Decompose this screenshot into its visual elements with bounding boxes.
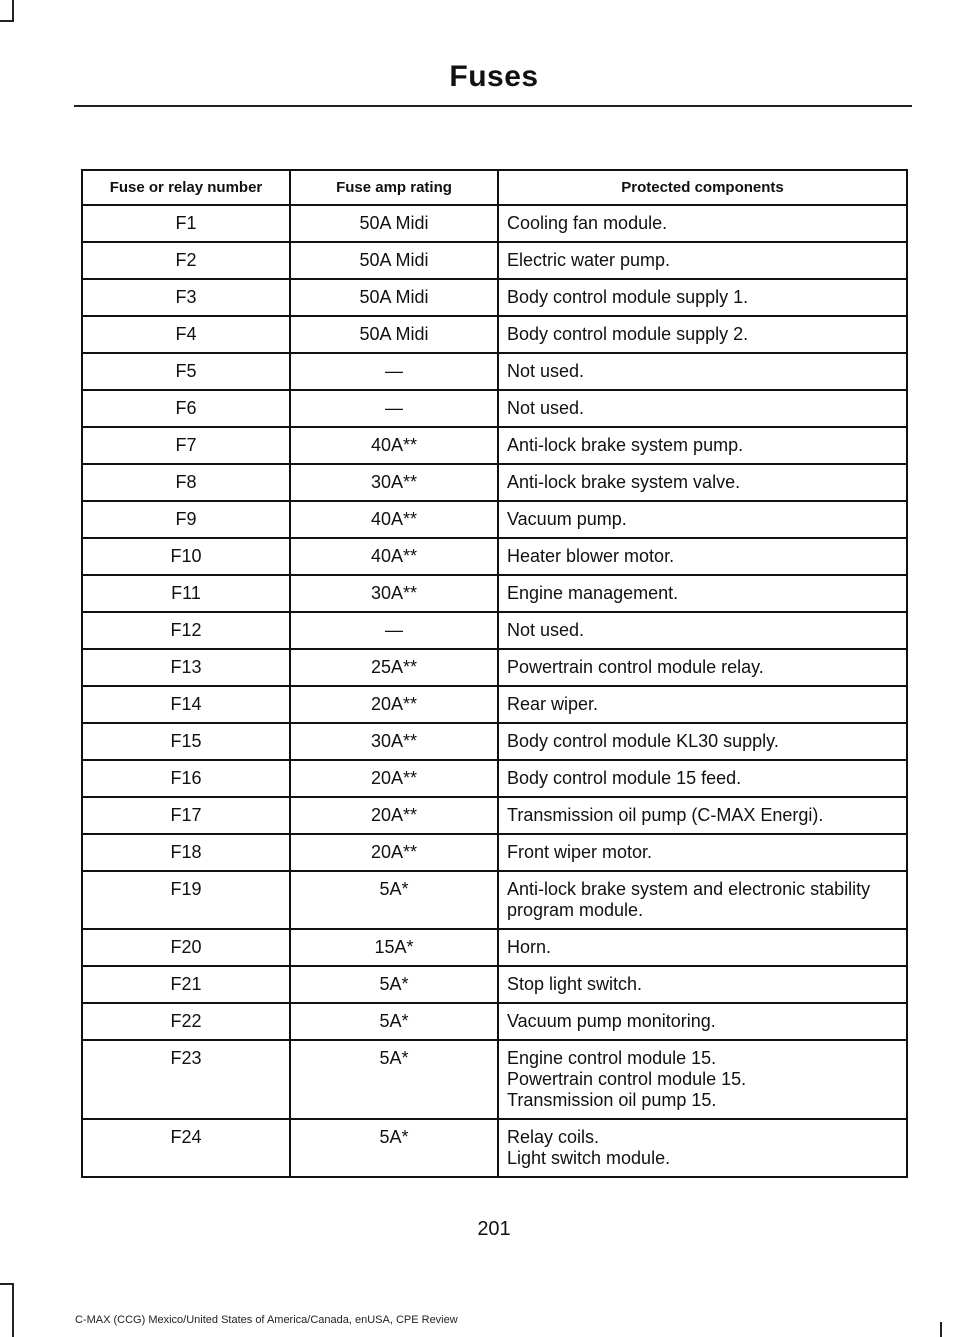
protected-components-cell — [498, 427, 907, 464]
column-header-protected-components: Protected components — [498, 170, 907, 205]
amp-rating-cell: 20A** — [290, 834, 498, 871]
component-line: Body control module supply 2. — [507, 324, 749, 344]
amp-rating-cell: 5A* — [290, 1040, 498, 1119]
amp-rating-cell: — — [290, 390, 498, 427]
protected-components-cell — [498, 390, 907, 427]
table-row — [82, 464, 907, 501]
table-row — [82, 427, 907, 464]
fuse-number-cell: F9 — [82, 501, 290, 538]
component-line: Body control module supply 1. — [507, 287, 749, 307]
fuse-number-cell: F7 — [82, 427, 290, 464]
component-line: Stop light switch. — [507, 974, 643, 994]
component-line: Front wiper motor. — [507, 842, 653, 862]
protected-components-cell — [498, 501, 907, 538]
amp-rating-cell: 50A Midi — [290, 316, 498, 353]
amp-rating-cell: 5A* — [290, 966, 498, 1003]
crop-mark — [12, 0, 14, 22]
amp-rating-cell: 5A* — [290, 1003, 498, 1040]
amp-rating-cell: 30A** — [290, 464, 498, 501]
amp-rating-cell: 5A* — [290, 1119, 498, 1177]
amp-rating-cell: 40A** — [290, 501, 498, 538]
table-row — [82, 760, 907, 797]
component-line: Engine control module 15. — [507, 1048, 717, 1068]
component-line: Not used. — [507, 398, 585, 418]
table-row — [82, 390, 907, 427]
amp-rating-cell: 30A** — [290, 575, 498, 612]
fuse-number-cell: F16 — [82, 760, 290, 797]
amp-rating-cell: 40A** — [290, 538, 498, 575]
table-row — [82, 501, 907, 538]
component-line: Vacuum pump. — [507, 509, 627, 529]
protected-components-cell — [498, 1119, 907, 1177]
crop-mark — [940, 1322, 942, 1337]
table-row — [82, 966, 907, 1003]
component-line: Horn. — [507, 937, 552, 957]
table-row — [82, 279, 907, 316]
component-line: Rear wiper. — [507, 694, 599, 714]
amp-rating-cell: 20A** — [290, 797, 498, 834]
column-header-amp-rating: Fuse amp rating — [290, 170, 498, 205]
protected-components-cell — [498, 464, 907, 501]
protected-components-cell — [498, 242, 907, 279]
component-line: Not used. — [507, 361, 585, 381]
table-row — [82, 686, 907, 723]
fuse-number-cell: F2 — [82, 242, 290, 279]
protected-components-cell — [498, 612, 907, 649]
fuse-number-cell: F17 — [82, 797, 290, 834]
protected-components-cell — [498, 871, 907, 929]
table-row — [82, 834, 907, 871]
table-row — [82, 723, 907, 760]
amp-rating-cell: — — [290, 353, 498, 390]
amp-rating-cell: 15A* — [290, 929, 498, 966]
title-divider — [74, 105, 912, 107]
amp-rating-cell: 20A** — [290, 760, 498, 797]
fuse-number-cell: F4 — [82, 316, 290, 353]
table-row — [82, 316, 907, 353]
crop-mark — [0, 1283, 14, 1285]
component-line: Transmission oil pump 15. — [507, 1090, 717, 1110]
protected-components-cell — [498, 723, 907, 760]
table-row — [82, 205, 907, 242]
protected-components-cell — [498, 760, 907, 797]
crop-mark — [12, 1283, 14, 1337]
footer-text: C-MAX (CCG) Mexico/United States of America/Canada, enUSA, CPE Review — [75, 1314, 458, 1326]
fuse-number-cell: F8 — [82, 464, 290, 501]
component-line: Vacuum pump monitoring. — [507, 1011, 716, 1031]
protected-components-cell — [498, 1003, 907, 1040]
amp-rating-cell: 50A Midi — [290, 279, 498, 316]
table-row — [82, 242, 907, 279]
protected-components-cell — [498, 205, 907, 242]
fuse-number-cell: F18 — [82, 834, 290, 871]
protected-components-cell — [498, 353, 907, 390]
fuse-number-cell: F6 — [82, 390, 290, 427]
protected-components-cell — [498, 834, 907, 871]
fuse-number-cell: F14 — [82, 686, 290, 723]
page-number: 201 — [477, 1218, 511, 1240]
component-line: Anti-lock brake system and electronic stability program module. — [507, 879, 871, 920]
amp-rating-cell: — — [290, 612, 498, 649]
amp-rating-cell: 30A** — [290, 723, 498, 760]
amp-rating-cell: 50A Midi — [290, 242, 498, 279]
component-line: Anti-lock brake system valve. — [507, 472, 741, 492]
fuse-number-cell: F24 — [82, 1119, 290, 1177]
fuse-number-cell: F10 — [82, 538, 290, 575]
fuse-table — [81, 169, 908, 1178]
fuse-number-cell: F13 — [82, 649, 290, 686]
component-line: Cooling fan module. — [507, 213, 668, 233]
crop-mark — [0, 20, 14, 22]
component-line: Heater blower motor. — [507, 546, 675, 566]
component-line: Anti-lock brake system pump. — [507, 435, 744, 455]
table-row — [82, 575, 907, 612]
amp-rating-cell: 5A* — [290, 871, 498, 929]
fuse-number-cell: F19 — [82, 871, 290, 929]
component-line: Relay coils. — [507, 1127, 600, 1147]
protected-components-cell — [498, 575, 907, 612]
protected-components-cell — [498, 929, 907, 966]
table-row — [82, 649, 907, 686]
fuse-number-cell: F20 — [82, 929, 290, 966]
table-header-row — [82, 170, 907, 205]
fuse-number-cell: F3 — [82, 279, 290, 316]
fuse-number-cell: F22 — [82, 1003, 290, 1040]
fuse-number-cell: F5 — [82, 353, 290, 390]
component-line: Electric water pump. — [507, 250, 671, 270]
fuse-number-cell: F15 — [82, 723, 290, 760]
fuse-number-cell: F12 — [82, 612, 290, 649]
protected-components-cell — [498, 316, 907, 353]
table-row — [82, 871, 907, 929]
fuse-number-cell: F23 — [82, 1040, 290, 1119]
page-title: Fuses — [449, 60, 539, 93]
protected-components-cell — [498, 797, 907, 834]
amp-rating-cell: 40A** — [290, 427, 498, 464]
column-header-fuse-number: Fuse or relay number — [82, 170, 290, 205]
table-row — [82, 1003, 907, 1040]
component-line: Not used. — [507, 620, 585, 640]
amp-rating-cell: 50A Midi — [290, 205, 498, 242]
table-row — [82, 538, 907, 575]
component-line: Transmission oil pump (C-MAX Energi). — [507, 805, 824, 825]
fuse-number-cell: F21 — [82, 966, 290, 1003]
component-line: Body control module KL30 supply. — [507, 731, 779, 751]
component-line: Engine management. — [507, 583, 679, 603]
protected-components-cell — [498, 686, 907, 723]
fuse-number-cell: F11 — [82, 575, 290, 612]
table-row — [82, 1119, 907, 1177]
component-line: Light switch module. — [507, 1148, 671, 1168]
protected-components-cell — [498, 1040, 907, 1119]
fuse-number-cell: F1 — [82, 205, 290, 242]
fuse-table-body — [82, 205, 907, 1177]
protected-components-cell — [498, 649, 907, 686]
protected-components-cell — [498, 279, 907, 316]
amp-rating-cell: 20A** — [290, 686, 498, 723]
table-row — [82, 612, 907, 649]
component-line: Powertrain control module relay. — [507, 657, 764, 677]
table-row — [82, 797, 907, 834]
table-row — [82, 353, 907, 390]
protected-components-cell — [498, 538, 907, 575]
component-line: Powertrain control module 15. — [507, 1069, 747, 1089]
component-line: Body control module 15 feed. — [507, 768, 742, 788]
table-row — [82, 929, 907, 966]
table-row — [82, 1040, 907, 1119]
amp-rating-cell: 25A** — [290, 649, 498, 686]
protected-components-cell — [498, 966, 907, 1003]
